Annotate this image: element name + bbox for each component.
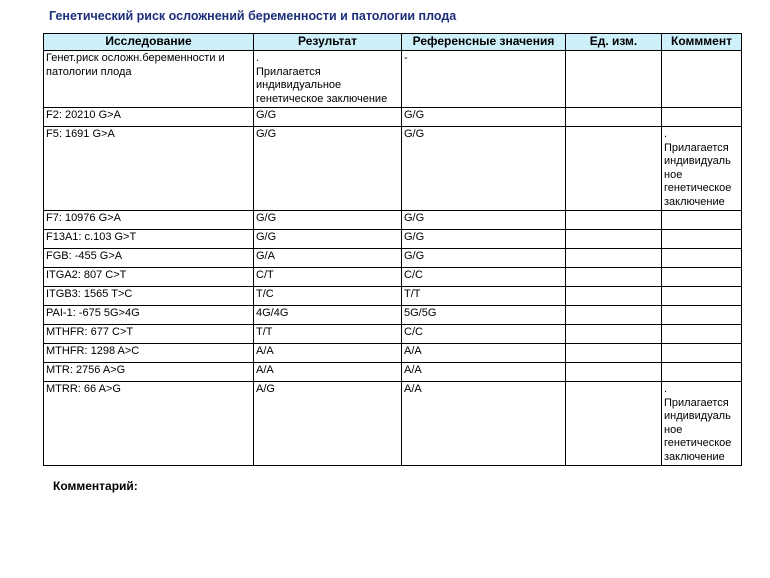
- cell-unit: [566, 325, 662, 344]
- cell-test: PAI-1: -675 5G>4G: [44, 306, 254, 325]
- table-row: [44, 230, 742, 249]
- cell-comment: . Прилагается индивидуаль ное генетическое заключение: [662, 127, 742, 211]
- cell-reference: C/C: [402, 325, 566, 344]
- cell-test: F13A1: c.103 G>T: [44, 230, 254, 249]
- cell-result: G/G: [254, 211, 402, 230]
- table-row: [44, 287, 742, 306]
- cell-result: T/T: [254, 325, 402, 344]
- cell-unit: [566, 108, 662, 127]
- cell-result: A/A: [254, 363, 402, 382]
- header-comment: Комммент: [662, 34, 742, 51]
- cell-result: G/G: [254, 127, 402, 211]
- cell-comment: [662, 268, 742, 287]
- cell-unit: [566, 344, 662, 363]
- cell-reference: G/G: [402, 249, 566, 268]
- table-row: [44, 51, 742, 108]
- cell-result: . Прилагается индивидуальное генетическое заключение: [254, 51, 402, 108]
- table-row: [44, 306, 742, 325]
- cell-reference: -: [402, 51, 566, 108]
- cell-result: G/G: [254, 230, 402, 249]
- table-row: [44, 127, 742, 211]
- cell-unit: [566, 382, 662, 466]
- cell-unit: [566, 249, 662, 268]
- cell-comment: [662, 51, 742, 108]
- cell-test: MTR: 2756 A>G: [44, 363, 254, 382]
- cell-unit: [566, 127, 662, 211]
- cell-result: 4G/4G: [254, 306, 402, 325]
- cell-reference: G/G: [402, 127, 566, 211]
- cell-unit: [566, 51, 662, 108]
- table-row: [44, 249, 742, 268]
- cell-test: FGB: -455 G>A: [44, 249, 254, 268]
- cell-test: MTRR: 66 A>G: [44, 382, 254, 466]
- table-row: [44, 363, 742, 382]
- cell-reference: G/G: [402, 108, 566, 127]
- cell-comment: [662, 230, 742, 249]
- cell-reference: A/A: [402, 363, 566, 382]
- cell-reference: 5G/5G: [402, 306, 566, 325]
- header-unit: Ед. изм.: [566, 34, 662, 51]
- cell-result: G/G: [254, 108, 402, 127]
- cell-comment: [662, 363, 742, 382]
- cell-reference: A/A: [402, 344, 566, 363]
- cell-comment: [662, 344, 742, 363]
- cell-comment: [662, 287, 742, 306]
- header-result: Результат: [254, 34, 402, 51]
- cell-result: C/T: [254, 268, 402, 287]
- cell-reference: G/G: [402, 211, 566, 230]
- cell-unit: [566, 363, 662, 382]
- cell-comment: [662, 211, 742, 230]
- cell-test: F2: 20210 G>A: [44, 108, 254, 127]
- cell-test: ITGA2: 807 C>T: [44, 268, 254, 287]
- cell-comment: . Прилагается индивидуаль ное генетическое заключение: [662, 382, 742, 466]
- cell-test: MTHFR: 1298 A>C: [44, 344, 254, 363]
- table-row: [44, 344, 742, 363]
- page-title: Генетический риск осложнений беременности и патологии плода: [49, 9, 457, 23]
- cell-reference: A/A: [402, 382, 566, 466]
- header-reference: Референсные значения: [402, 34, 566, 51]
- cell-unit: [566, 268, 662, 287]
- table-row: [44, 108, 742, 127]
- cell-comment: [662, 306, 742, 325]
- cell-unit: [566, 287, 662, 306]
- results-table: [43, 33, 742, 466]
- table-header-row: [44, 34, 742, 51]
- header-test: Исследование: [44, 34, 254, 51]
- cell-comment: [662, 108, 742, 127]
- cell-test: F7: 10976 G>A: [44, 211, 254, 230]
- cell-result: T/C: [254, 287, 402, 306]
- table-row: [44, 268, 742, 287]
- cell-test: Генет.риск осложн.беременности и патологии плода: [44, 51, 254, 108]
- cell-test: F5: 1691 G>A: [44, 127, 254, 211]
- cell-result: A/G: [254, 382, 402, 466]
- cell-comment: [662, 249, 742, 268]
- table-row: [44, 325, 742, 344]
- cell-comment: [662, 325, 742, 344]
- comment-label: Комментарий:: [53, 479, 138, 493]
- cell-test: MTHFR: 677 C>T: [44, 325, 254, 344]
- cell-reference: C/C: [402, 268, 566, 287]
- cell-result: G/A: [254, 249, 402, 268]
- table-row: [44, 211, 742, 230]
- cell-test: ITGB3: 1565 T>C: [44, 287, 254, 306]
- cell-unit: [566, 211, 662, 230]
- cell-reference: T/T: [402, 287, 566, 306]
- cell-result: A/A: [254, 344, 402, 363]
- cell-unit: [566, 230, 662, 249]
- table-row: [44, 382, 742, 466]
- cell-reference: G/G: [402, 230, 566, 249]
- cell-unit: [566, 306, 662, 325]
